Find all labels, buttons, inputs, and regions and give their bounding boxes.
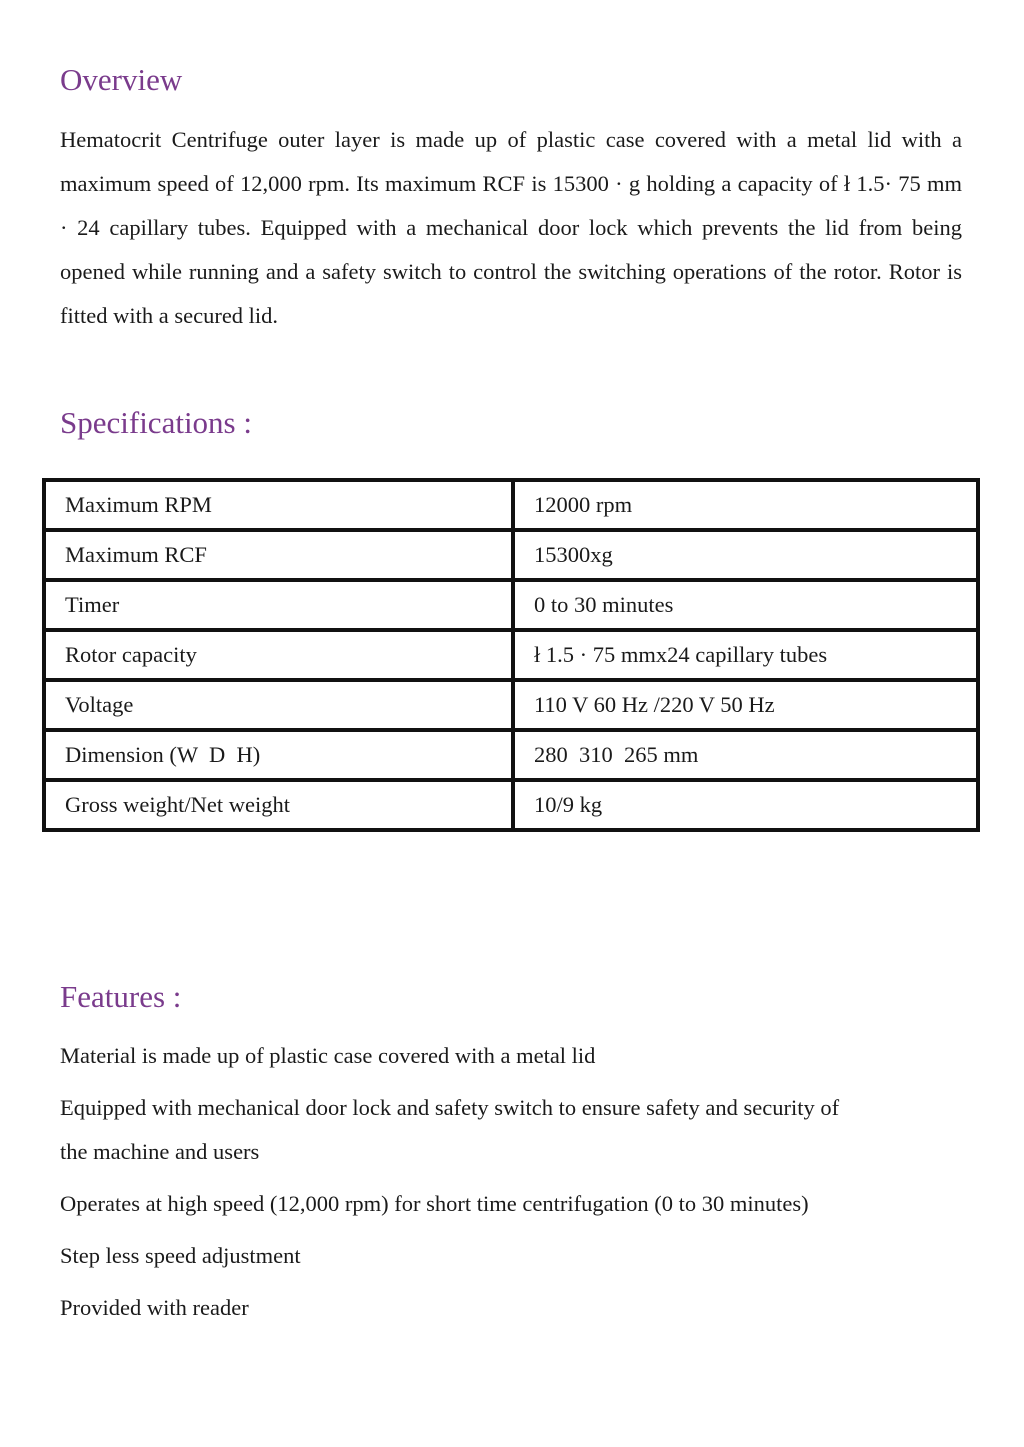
list-item: Provided with reader <box>60 1295 249 1320</box>
spec-value: ł 1.5 · 75 mmx24 capillary tubes <box>513 630 978 680</box>
spec-label: Maximum RCF <box>44 530 513 580</box>
list-item: Operates at high speed (12,000 rpm) for short time centrifugation (0 to 30 minutes) <box>60 1191 809 1216</box>
specifications-heading: Specifications : <box>60 405 252 440</box>
list-item: Equipped with mechanical door lock and safety switch to ensure safety and security of the machine and users <box>60 1095 840 1164</box>
table-row <box>44 780 978 830</box>
features-heading: Features : <box>60 979 182 1014</box>
overview-paragraph: Hematocrit Centrifuge outer layer is made up of plastic case covered with a metal lid with a maximum speed of 12,000 rpm. Its maximum RCF is 15300 · g holding a capacity of ł 1.5· 75 mm · 24 capillary tubes. Equipped with a mechanical door lock which prevents the lid from being opened while running and a safety switch to control the switching operations of the rotor. Rotor is fitted with a secured lid. <box>60 127 962 328</box>
list-item: Step less speed adjustment <box>60 1243 301 1268</box>
spec-label: Voltage <box>44 680 513 730</box>
overview-heading: Overview <box>60 62 183 97</box>
table-row <box>44 680 978 730</box>
spec-label: Rotor capacity <box>44 630 513 680</box>
table-row <box>44 480 978 530</box>
spec-label: Maximum RPM <box>44 480 513 530</box>
spec-value: 280 310 265 mm <box>513 730 978 780</box>
specifications-table <box>42 478 980 832</box>
table-row <box>44 530 978 580</box>
table-row <box>44 730 978 780</box>
features-list <box>60 1034 860 1338</box>
table-row <box>44 630 978 680</box>
spec-value: 0 to 30 minutes <box>513 580 978 630</box>
spec-value: 110 V 60 Hz /220 V 50 Hz <box>513 680 978 730</box>
list-item: Material is made up of plastic case covered with a metal lid <box>60 1043 596 1068</box>
spec-label: Timer <box>44 580 513 630</box>
table-row <box>44 580 978 630</box>
spec-label: Dimension (W D H) <box>44 730 513 780</box>
spec-label: Gross weight/Net weight <box>44 780 513 830</box>
spec-value: 12000 rpm <box>513 480 978 530</box>
spec-value: 15300xg <box>513 530 978 580</box>
spec-value: 10/9 kg <box>513 780 978 830</box>
